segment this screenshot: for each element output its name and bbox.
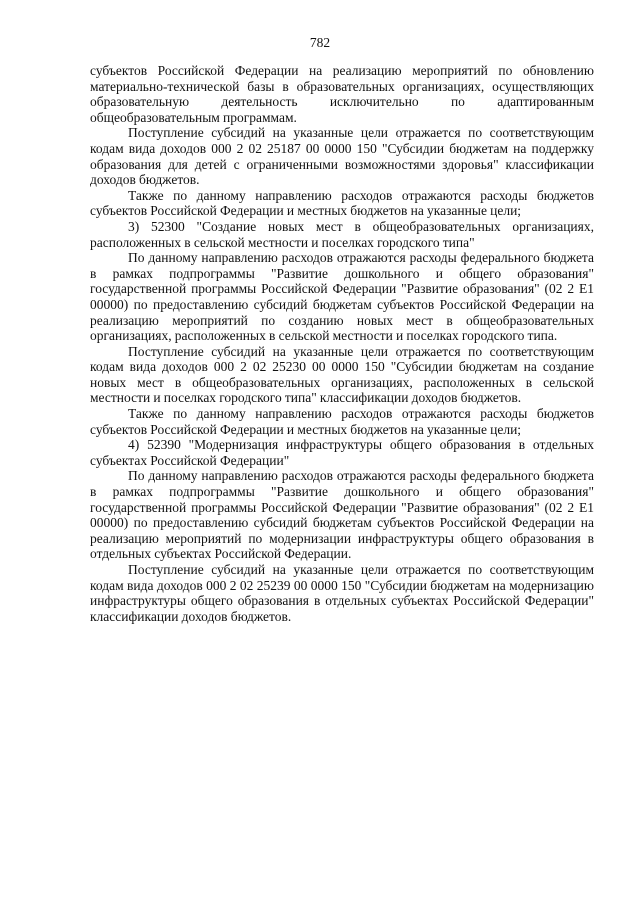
heading-item-3-52300: 3) 52300 "Создание новых мест в общеобразовательных организациях, расположенных в сельской местности и поселках городского типа" <box>90 218 594 250</box>
paragraph-federal-expenses-52390: По данному направлению расходов отражаются расходы федерального бюджета в рамках подпрограммы "Развитие дошкольного и общего образования" государственной программы Российской Федерации "Развитие образования" (02 2 E1 00000) по предоставлению субсидий бюджетам субъектов Российской Федерации на реализацию мероприятий по модернизации инфраструктуры общего образования в отдельных субъектах Российской Федерации. <box>90 468 594 562</box>
document-body <box>90 63 594 624</box>
paragraph-regional-expenses-2: Также по данному направлению расходов отражаются расходы бюджетов субъектов Российской Федерации и местных бюджетов на указанные цели; <box>90 406 594 437</box>
page-number: 782 <box>309 35 331 50</box>
paragraph-subsidy-receipt-25230: Поступление субсидий на указанные цели отражается по соответствующим кодам вида доходов 000 2 02 25230 00 0000 150 "Субсидии бюджетам на создание новых мест в общеобразовательных организациях, расположенных в сельской местности и поселках городского типа" классификации доходов бюджетов. <box>90 343 594 406</box>
paragraph-federal-expenses-52300: По данному направлению расходов отражаются расходы федерального бюджета в рамках подпрограммы "Развитие дошкольного и общего образования" государственной программы Российской Федерации "Развитие образования" (02 2 E1 00000) по предоставлению субсидий бюджетам субъектов Российской Федерации на реализацию мероприятий по созданию новых мест в общеобразовательных организациях, расположенных в сельской местности и поселках городского типа. <box>90 250 594 344</box>
heading-item-4-52390: 4) 52390 "Модернизация инфраструктуры общего образования в отдельных субъектах Российской Федерации" <box>90 437 594 468</box>
paragraph-subsidy-receipt-25239: Поступление субсидий на указанные цели отражается по соответствующим кодам вида доходов 000 2 02 25239 00 0000 150 "Субсидии бюджетам на модернизацию инфраструктуры общего образования в отдельных субъектах Российской Федерации" классификации доходов бюджетов. <box>90 562 594 624</box>
paragraph-continuation: субъектов Российской Федерации на реализацию мероприятий по обновлению материально-технической базы в образовательных организациях, осуществляющих образовательную деятельность исключительно по адаптированным общеобразовательным программам. <box>90 63 594 125</box>
paragraph-subsidy-receipt-25187: Поступление субсидий на указанные цели отражается по соответствующим кодам вида доходов 000 2 02 25187 00 0000 150 "Субсидии бюджетам на поддержку образования для детей с ограниченными возможностями здоровья" классификации доходов бюджетов. <box>90 125 594 188</box>
paragraph-regional-expenses-1: Также по данному направлению расходов отражаются расходы бюджетов субъектов Российской Федерации и местных бюджетов на указанные цели; <box>90 187 594 219</box>
